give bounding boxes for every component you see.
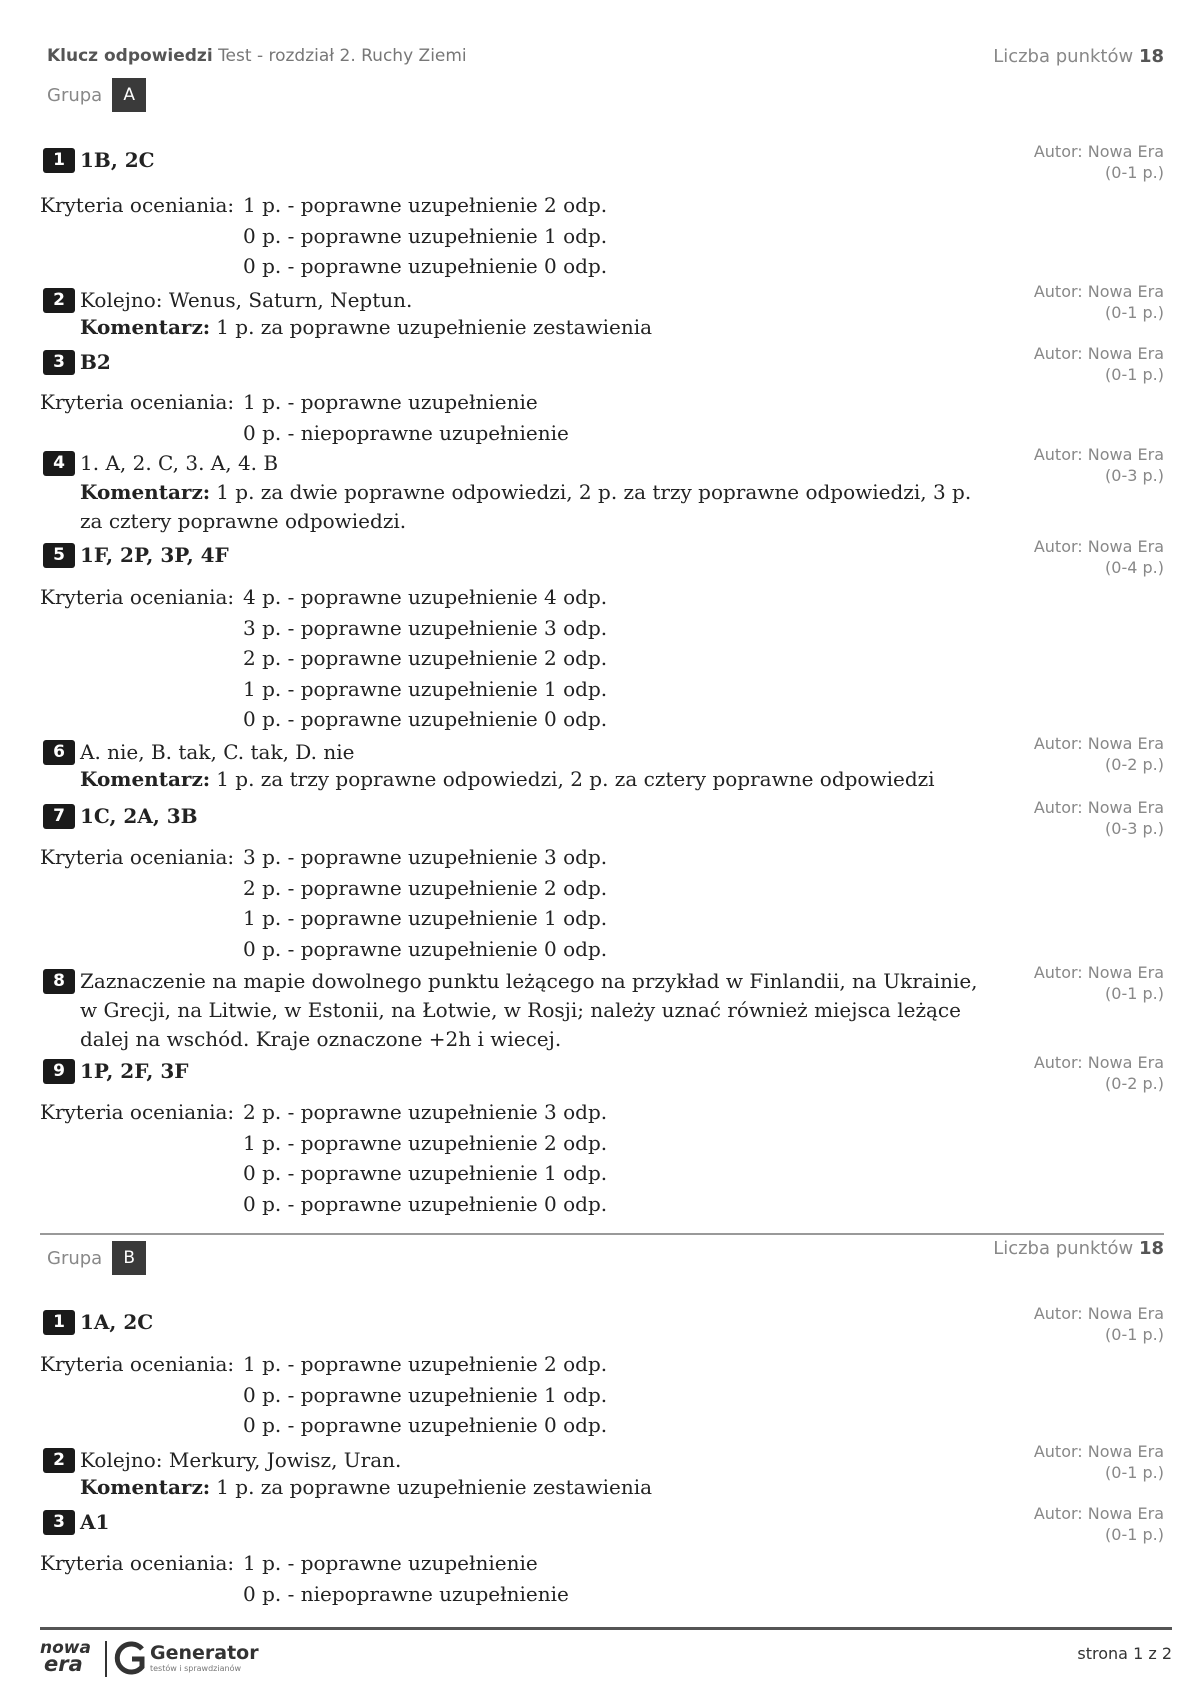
points-range: (0-3 p.) <box>1105 819 1164 838</box>
criteria-line: 0 p. - poprawne uzupełnienie 0 odp. <box>243 1191 608 1216</box>
answer-text: 1P, 2F, 3F <box>80 1059 189 1083</box>
answer-text: 1. A, 2. C, 3. A, 4. B <box>80 451 279 475</box>
total-points <box>993 46 1164 67</box>
criteria-line: 0 p. - poprawne uzupełnienie 1 odp. <box>243 1382 608 1407</box>
points-range: (0-1 p.) <box>1105 1525 1164 1544</box>
comment-text: 1 p. za trzy poprawne odpowiedzi, 2 p. za cztery poprawne odpowiedzi <box>216 767 935 791</box>
criteria-line: 1 p. - poprawne uzupełnienie 1 odp. <box>243 676 608 701</box>
criteria-line: 0 p. - poprawne uzupełnienie 1 odp. <box>243 1161 608 1185</box>
comment-label: Komentarz: <box>80 315 211 339</box>
group-letter-badge: B <box>112 1241 146 1275</box>
points-range: (0-1 p.) <box>1105 1325 1164 1344</box>
svg-text:nowa: nowa <box>40 1638 91 1658</box>
points-label: Liczba punktów <box>993 1238 1134 1259</box>
criteria-lines <box>243 387 569 448</box>
question-number-badge: 1 <box>43 148 75 173</box>
criteria-line: 3 p. - poprawne uzupełnienie 3 odp. <box>243 615 608 640</box>
author-info <box>964 1503 1164 1545</box>
author-info <box>964 1052 1164 1094</box>
criteria-line: 0 p. - poprawne uzupełnienie 0 odp. <box>243 1413 608 1437</box>
criteria-line: 1 p. - poprawne uzupełnienie <box>243 1551 538 1575</box>
question-number-badge: 5 <box>43 543 75 568</box>
comment <box>80 765 990 794</box>
criteria-line: 0 p. - niepoprawne uzupełnienie <box>243 420 569 445</box>
author-label: Autor: Nowa Era <box>1033 537 1164 556</box>
answer-text: Zaznaczenie na mapie dowolnego punktu leżącego na przykład w Finlandii, na Ukrainie, w Grecji, na Litwie, w Estonii, na Łotwie, w Rosji; należy uznać również miejsca leżące dalej na wschód. Kraje oznaczone +2h i wiecej. <box>80 969 978 1051</box>
group-b-heading <box>47 1241 146 1275</box>
answer-text: 1A, 2C <box>80 1310 154 1334</box>
group-letter-badge: A <box>112 78 146 112</box>
comment-label: Komentarz: <box>80 480 211 504</box>
answer-text: 1F, 2P, 3P, 4F <box>80 543 229 567</box>
author-label: Autor: Nowa Era <box>1033 1304 1164 1323</box>
answer-text: 1B, 2C <box>80 148 155 172</box>
question-number-badge: 7 <box>43 804 75 829</box>
author-label: Autor: Nowa Era <box>1033 1442 1164 1461</box>
footer-logos <box>38 1635 268 1685</box>
criteria-line: 2 p. - poprawne uzupełnienie 2 odp. <box>243 646 608 670</box>
group-label: Grupa <box>47 84 103 106</box>
criteria-lines <box>243 190 607 282</box>
question-number-badge: 4 <box>43 451 75 476</box>
nowa-era-generator-logo <box>38 1635 268 1681</box>
author-info <box>964 343 1164 385</box>
question-number-badge: 6 <box>43 740 75 765</box>
comment-label: Komentarz: <box>80 1475 211 1499</box>
svg-text:era: era <box>44 1652 83 1676</box>
criteria-line: 2 p. - poprawne uzupełnienie 3 odp. <box>243 1100 608 1124</box>
points-value: 18 <box>1138 1238 1164 1259</box>
author-label: Autor: Nowa Era <box>1033 142 1164 161</box>
criteria-lines <box>243 1349 607 1441</box>
svg-text:testów i sprawdzianów: testów i sprawdzianów <box>150 1664 241 1673</box>
criteria-line: 2 p. - poprawne uzupełnienie 2 odp. <box>243 875 608 900</box>
author-info <box>964 536 1164 578</box>
comment-text: 1 p. za poprawne uzupełnienie zestawienia <box>216 315 653 339</box>
criteria-label: Kryteria oceniania: <box>40 193 235 217</box>
group-b-points <box>993 1238 1164 1259</box>
criteria-label: Kryteria oceniania: <box>40 1551 235 1575</box>
author-info <box>964 444 1164 486</box>
author-info <box>964 1303 1164 1345</box>
group-label: Grupa <box>47 1247 103 1269</box>
comment <box>80 478 990 536</box>
criteria-lines <box>243 1097 607 1219</box>
criteria-lines <box>243 842 607 964</box>
answer-text: A. nie, B. tak, C. tak, D. nie <box>80 740 355 764</box>
answer-text: A1 <box>80 1510 110 1534</box>
points-range: (0-4 p.) <box>1105 558 1164 577</box>
author-label: Autor: Nowa Era <box>1033 344 1164 363</box>
criteria-label: Kryteria oceniania: <box>40 390 235 414</box>
svg-text:Generator: Generator <box>150 1642 259 1664</box>
criteria-label: Kryteria oceniania: <box>40 585 235 609</box>
author-info <box>964 962 1164 1004</box>
author-label: Autor: Nowa Era <box>1033 1053 1164 1072</box>
page-number: strona 1 z 2 <box>1077 1644 1172 1663</box>
criteria-line: 1 p. - poprawne uzupełnienie 2 odp. <box>243 1352 608 1376</box>
answer-text: Kolejno: Merkury, Jowisz, Uran. <box>80 1448 402 1472</box>
points-range: (0-1 p.) <box>1105 303 1164 322</box>
author-info <box>964 141 1164 183</box>
comment-label: Komentarz: <box>80 767 211 791</box>
criteria-line: 1 p. - poprawne uzupełnienie 2 odp. <box>243 1130 608 1155</box>
author-label: Autor: Nowa Era <box>1033 734 1164 753</box>
question-number-badge: 1 <box>43 1310 75 1335</box>
comment-text: 1 p. za poprawne uzupełnienie zestawienia <box>216 1475 653 1499</box>
points-range: (0-1 p.) <box>1105 365 1164 384</box>
group-divider <box>40 1233 1164 1235</box>
comment <box>80 313 990 342</box>
criteria-label: Kryteria oceniania: <box>40 1352 235 1376</box>
criteria-line: 4 p. - poprawne uzupełnienie 4 odp. <box>243 585 608 609</box>
points-range: (0-3 p.) <box>1105 466 1164 485</box>
author-info <box>964 1441 1164 1483</box>
answer-text: Kolejno: Wenus, Saturn, Neptun. <box>80 288 413 312</box>
comment-text: 1 p. za dwie poprawne odpowiedzi, 2 p. za trzy poprawne odpowiedzi, 3 p. za cztery poprawne odpowiedzi. <box>80 480 972 533</box>
criteria-label: Kryteria oceniania: <box>40 1100 235 1124</box>
comment <box>80 1473 990 1502</box>
criteria-line: 0 p. - poprawne uzupełnienie 0 odp. <box>243 254 608 278</box>
author-label: Autor: Nowa Era <box>1033 798 1164 817</box>
criteria-line: 1 p. - poprawne uzupełnienie <box>243 390 538 414</box>
question-number-badge: 9 <box>43 1059 75 1084</box>
points-label: Liczba punktów <box>993 46 1134 67</box>
criteria-line: 3 p. - poprawne uzupełnienie 3 odp. <box>243 845 608 869</box>
author-info <box>964 281 1164 323</box>
points-range: (0-1 p.) <box>1105 984 1164 1003</box>
answer-text: B2 <box>80 350 111 374</box>
criteria-line: 0 p. - poprawne uzupełnienie 1 odp. <box>243 223 608 248</box>
author-label: Autor: Nowa Era <box>1033 1504 1164 1523</box>
points-range: (0-2 p.) <box>1105 755 1164 774</box>
points-range: (0-1 p.) <box>1105 163 1164 182</box>
criteria-line: 0 p. - niepoprawne uzupełnienie <box>243 1581 569 1606</box>
group-a-heading <box>47 78 146 112</box>
author-label: Autor: Nowa Era <box>1033 963 1164 982</box>
author-label: Autor: Nowa Era <box>1033 282 1164 301</box>
title-rest: Test - rozdział 2. Ruchy Ziemi <box>218 46 467 66</box>
question-number-badge: 2 <box>43 288 75 313</box>
criteria-label: Kryteria oceniania: <box>40 845 235 869</box>
criteria-line: 1 p. - poprawne uzupełnienie 1 odp. <box>243 906 608 930</box>
points-value: 18 <box>1138 46 1164 67</box>
answer-text: 1C, 2A, 3B <box>80 804 198 828</box>
question-number-badge: 2 <box>43 1448 75 1473</box>
question-number-badge: 8 <box>43 969 75 994</box>
footer-divider <box>40 1627 1172 1630</box>
points-range: (0-2 p.) <box>1105 1074 1164 1093</box>
points-range: (0-1 p.) <box>1105 1463 1164 1482</box>
author-info <box>964 733 1164 775</box>
title-bold: Klucz odpowiedzi <box>47 46 213 66</box>
criteria-line: 0 p. - poprawne uzupełnienie 0 odp. <box>243 707 608 731</box>
question-number-badge: 3 <box>43 1510 75 1535</box>
criteria-lines <box>243 582 607 735</box>
question-number-badge: 3 <box>43 350 75 375</box>
author-label: Autor: Nowa Era <box>1033 445 1164 464</box>
criteria-lines <box>243 1548 569 1609</box>
author-info <box>964 797 1164 839</box>
criteria-line: 1 p. - poprawne uzupełnienie 2 odp. <box>243 193 608 217</box>
criteria-line: 0 p. - poprawne uzupełnienie 0 odp. <box>243 936 608 961</box>
